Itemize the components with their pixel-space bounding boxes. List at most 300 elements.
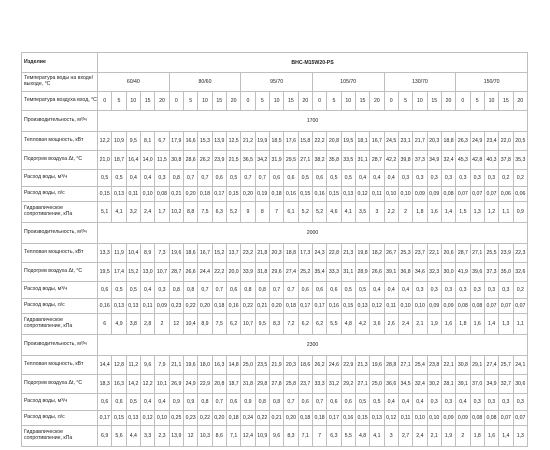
data-cell: 1,3 — [470, 202, 484, 223]
data-cell: 33,9 — [241, 263, 255, 282]
air-temp-cell: 15 — [140, 92, 154, 111]
data-cell: 15,2 — [212, 244, 226, 263]
data-cell: 0,16 — [226, 299, 240, 314]
data-cell: 0,12 — [140, 411, 154, 426]
data-cell: 1,2 — [484, 202, 498, 223]
data-cell: 5,5 — [327, 314, 341, 335]
data-cell: 25,3 — [398, 244, 412, 263]
data-cell: 2,1 — [427, 426, 441, 447]
productivity-value: 2300 — [98, 335, 528, 356]
air-temp-cell: 15 — [284, 92, 298, 111]
data-cell: 3,6 — [370, 314, 384, 335]
data-cell: 22,3 — [513, 244, 528, 263]
data-cell: 28,7 — [456, 244, 470, 263]
data-cell: 0,15 — [341, 299, 355, 314]
heat-power-row — [22, 356, 528, 375]
data-cell: 37,3 — [484, 263, 498, 282]
data-cell: 32,3 — [427, 263, 441, 282]
data-cell: 16,6 — [183, 132, 197, 151]
data-cell: 5,2 — [226, 202, 240, 223]
data-cell: 0,17 — [312, 299, 326, 314]
data-cell: 1,8 — [456, 314, 470, 335]
data-cell: 12,2 — [140, 375, 154, 394]
data-cell: 19,6 — [169, 244, 183, 263]
data-cell: 35,4 — [312, 263, 326, 282]
data-cell: 31,1 — [355, 151, 369, 170]
data-cell: 0,3 — [484, 170, 498, 187]
data-cell: 22,9 — [341, 356, 355, 375]
data-cell: 0,6 — [269, 170, 283, 187]
hydraulic-row — [22, 202, 528, 223]
data-cell: 0,5 — [370, 394, 384, 411]
data-cell: 0,20 — [183, 187, 197, 202]
data-cell: 0,5 — [226, 170, 240, 187]
data-cell: 1,5 — [456, 202, 470, 223]
data-cell: 0,20 — [269, 299, 283, 314]
data-cell: 27,4 — [284, 263, 298, 282]
data-cell: 1,1 — [499, 202, 513, 223]
data-cell: 7 — [312, 426, 326, 447]
data-cell: 10,4 — [126, 244, 140, 263]
performance-table — [21, 52, 528, 447]
hydraulic-label: Гидравлическое сопротивление, кПа — [22, 202, 98, 223]
data-cell: 16,7 — [198, 244, 212, 263]
data-cell: 0,7 — [198, 170, 212, 187]
data-cell: 4,1 — [341, 202, 355, 223]
data-cell: 19,8 — [355, 244, 369, 263]
data-cell: 0,08 — [484, 411, 498, 426]
data-cell: 21,3 — [341, 244, 355, 263]
data-cell: 35,8 — [327, 151, 341, 170]
data-cell: 27,8 — [269, 375, 283, 394]
data-cell: 23,1 — [398, 132, 412, 151]
data-cell: 1,9 — [427, 314, 441, 335]
air-temp-cell: 5 — [470, 92, 484, 111]
data-cell: 35,0 — [499, 263, 513, 282]
data-cell: 12,8 — [112, 356, 126, 375]
data-cell: 0,15 — [112, 411, 126, 426]
data-cell: 18,0 — [198, 356, 212, 375]
data-cell: 13,3 — [98, 244, 112, 263]
data-cell: 2,7 — [398, 426, 412, 447]
data-cell: 0,10 — [398, 299, 412, 314]
data-cell: 0,6 — [226, 394, 240, 411]
water-temp-cell: 60/40 — [98, 73, 170, 92]
data-cell: 7,5 — [212, 314, 226, 335]
data-cell: 19,6 — [370, 356, 384, 375]
data-cell: 0,4 — [355, 170, 369, 187]
data-cell: 0,4 — [398, 394, 412, 411]
air-heating-label: Подогрев воздуха Δt, °С — [22, 151, 98, 170]
data-cell: 0,4 — [384, 170, 398, 187]
data-cell: 5,6 — [112, 426, 126, 447]
productivity-row — [22, 223, 528, 244]
data-cell: 39,1 — [384, 263, 398, 282]
data-cell: 0,9 — [513, 202, 528, 223]
data-cell: 4,8 — [355, 426, 369, 447]
data-cell: 0,07 — [499, 299, 513, 314]
data-cell: 0,8 — [169, 282, 183, 299]
data-cell: 0,4 — [384, 282, 398, 299]
data-cell: 17,3 — [298, 244, 312, 263]
water-flow-m3-row — [22, 282, 528, 299]
data-cell: 1,1 — [513, 314, 528, 335]
data-cell: 0,3 — [470, 394, 484, 411]
data-cell: 0,8 — [198, 394, 212, 411]
data-cell: 20,6 — [441, 244, 455, 263]
data-cell: 0,5 — [355, 282, 369, 299]
data-cell: 24,6 — [327, 356, 341, 375]
data-cell: 0,10 — [398, 187, 412, 202]
data-cell: 12,2 — [98, 132, 112, 151]
data-cell: 0,8 — [255, 394, 269, 411]
data-cell: 10,1 — [155, 375, 169, 394]
productivity-label: Производительность, м³/ч — [22, 335, 98, 356]
data-cell: 0,4 — [140, 170, 154, 187]
data-cell: 22,2 — [312, 132, 326, 151]
data-cell: 0,5 — [126, 394, 140, 411]
data-cell: 0,3 — [456, 282, 470, 299]
air-temp-cell: 5 — [327, 92, 341, 111]
data-cell: 6,9 — [98, 426, 112, 447]
data-cell: 7,3 — [155, 244, 169, 263]
data-cell: 18,5 — [269, 132, 283, 151]
data-cell: 28,6 — [183, 151, 197, 170]
data-cell: 6,1 — [284, 202, 298, 223]
data-cell: 4,6 — [327, 202, 341, 223]
data-cell: 0,4 — [126, 170, 140, 187]
data-cell: 41,9 — [456, 263, 470, 282]
data-cell: 16,7 — [370, 132, 384, 151]
data-cell: 0,15 — [98, 187, 112, 202]
air-temp-cell: 0 — [456, 92, 470, 111]
data-cell: 0,11 — [398, 411, 412, 426]
data-cell: 19,9 — [255, 132, 269, 151]
data-cell: 37,3 — [413, 151, 427, 170]
model-name: ВНС-М15W20-PS — [98, 53, 528, 73]
data-cell: 0,5 — [298, 170, 312, 187]
data-cell: 23,9 — [499, 244, 513, 263]
data-cell: 27,1 — [470, 244, 484, 263]
data-cell: 0,4 — [456, 394, 470, 411]
data-cell: 0,18 — [198, 187, 212, 202]
data-cell: 0,5 — [112, 170, 126, 187]
data-cell: 42,2 — [384, 151, 398, 170]
data-cell: 22,0 — [499, 132, 513, 151]
data-cell: 0,11 — [140, 299, 154, 314]
air-temp-cell: 20 — [155, 92, 169, 111]
data-cell: 1,6 — [427, 202, 441, 223]
data-cell: 8,9 — [140, 244, 154, 263]
hydraulic-label: Гидравлическое сопротивление, кПа — [22, 426, 98, 447]
data-cell: 29,8 — [255, 375, 269, 394]
data-cell: 0,10 — [384, 187, 398, 202]
data-cell: 16,3 — [112, 375, 126, 394]
data-cell: 25,8 — [284, 375, 298, 394]
data-cell: 25,5 — [484, 244, 498, 263]
air-temp-cell: 5 — [183, 92, 197, 111]
data-cell: 29,6 — [269, 263, 283, 282]
data-cell: 0,6 — [112, 394, 126, 411]
air-temp-cell: 5 — [398, 92, 412, 111]
air-temp-cell: 10 — [484, 92, 498, 111]
data-cell: 0,4 — [155, 394, 169, 411]
heat-power-row — [22, 244, 528, 263]
data-cell: 0,3 — [484, 282, 498, 299]
data-cell: 0,13 — [126, 411, 140, 426]
data-cell: 10,9 — [255, 426, 269, 447]
data-cell: 37,8 — [499, 151, 513, 170]
data-cell: 0,18 — [212, 299, 226, 314]
data-cell: 0,5 — [341, 282, 355, 299]
data-cell: 13,9 — [169, 426, 183, 447]
air-temp-row — [22, 92, 528, 111]
data-cell: 1,6 — [441, 314, 455, 335]
data-cell: 0,6 — [327, 394, 341, 411]
data-cell: 29,5 — [284, 151, 298, 170]
data-cell: 19,6 — [183, 356, 197, 375]
data-cell: 4,4 — [126, 426, 140, 447]
water-temp-cell: 130/70 — [384, 73, 456, 92]
data-cell: 2 — [398, 202, 412, 223]
air-temp-cell: 10 — [269, 92, 283, 111]
data-cell: 0,7 — [284, 394, 298, 411]
data-cell: 7,1 — [298, 426, 312, 447]
data-cell: 7,5 — [198, 202, 212, 223]
data-cell: 0,10 — [413, 411, 427, 426]
header-label: Изделие — [22, 53, 98, 73]
data-cell: 32,7 — [499, 375, 513, 394]
data-cell: 12 — [169, 314, 183, 335]
data-cell: 21,9 — [269, 356, 283, 375]
data-cell: 0,10 — [155, 411, 169, 426]
data-cell: 3 — [370, 202, 384, 223]
data-cell: 16,3 — [212, 356, 226, 375]
data-cell: 7 — [269, 202, 283, 223]
water-flow-m3-row — [22, 170, 528, 187]
data-cell: 0,07 — [456, 187, 470, 202]
data-cell: 0,7 — [284, 282, 298, 299]
air-temp-cell: 0 — [241, 92, 255, 111]
productivity-row — [22, 111, 528, 132]
data-cell: 4,1 — [370, 426, 384, 447]
data-cell: 0,09 — [456, 411, 470, 426]
data-cell: 18,7 — [226, 375, 240, 394]
data-cell: 30,6 — [513, 375, 528, 394]
data-cell: 25,0 — [370, 375, 384, 394]
data-cell: 0,13 — [341, 187, 355, 202]
data-cell: 18,6 — [298, 356, 312, 375]
water-flow-ls-label: Расход воды, л/с — [22, 187, 98, 202]
data-cell: 37,0 — [470, 375, 484, 394]
data-cell: 0,6 — [212, 170, 226, 187]
data-cell: 0,12 — [355, 187, 369, 202]
water-flow-ls-row — [22, 187, 528, 202]
data-cell: 24,3 — [312, 244, 326, 263]
data-cell: 15,2 — [126, 263, 140, 282]
data-cell: 29,1 — [470, 356, 484, 375]
data-cell: 0,10 — [140, 187, 154, 202]
data-cell: 10,9 — [112, 132, 126, 151]
data-cell: 27,1 — [398, 356, 412, 375]
data-cell: 2,6 — [384, 314, 398, 335]
data-cell: 33,3 — [312, 375, 326, 394]
data-cell: 0,09 — [441, 299, 455, 314]
data-cell: 0,7 — [312, 394, 326, 411]
data-cell: 0,6 — [312, 170, 326, 187]
data-cell: 0,17 — [327, 411, 341, 426]
air-temp-cell: 0 — [169, 92, 183, 111]
air-temp-cell: 15 — [499, 92, 513, 111]
data-cell: 0,07 — [513, 299, 528, 314]
data-cell: 0,3 — [441, 170, 455, 187]
data-cell: 0,6 — [98, 282, 112, 299]
data-cell: 31,1 — [341, 263, 355, 282]
data-cell: 34,2 — [255, 151, 269, 170]
data-cell: 0,6 — [312, 282, 326, 299]
water-temp-cell: 80/60 — [169, 73, 241, 92]
data-cell: 0,20 — [212, 411, 226, 426]
data-cell: 15,8 — [298, 132, 312, 151]
data-cell: 0,11 — [126, 187, 140, 202]
data-cell: 2 — [456, 426, 470, 447]
data-cell: 0,22 — [255, 411, 269, 426]
data-cell: 39,6 — [470, 263, 484, 282]
data-cell: 19,5 — [98, 263, 112, 282]
data-cell: 34,6 — [413, 263, 427, 282]
data-cell: 6,2 — [298, 314, 312, 335]
data-cell: 0,5 — [341, 170, 355, 187]
data-cell: 31,2 — [327, 375, 341, 394]
data-cell: 26,9 — [169, 375, 183, 394]
productivity-label: Производительность, м³/ч — [22, 223, 98, 244]
data-cell: 23,8 — [427, 356, 441, 375]
data-cell: 0,2 — [513, 170, 528, 187]
data-cell: 0,3 — [427, 282, 441, 299]
data-cell: 39,1 — [456, 375, 470, 394]
data-cell: 2,2 — [384, 202, 398, 223]
data-cell: 0,21 — [169, 187, 183, 202]
data-cell: 13,0 — [140, 263, 154, 282]
data-cell: 0,9 — [169, 394, 183, 411]
water-flow-m3-label: Расход воды, м³/ч — [22, 394, 98, 411]
data-cell: 0,6 — [298, 282, 312, 299]
data-cell: 0,16 — [312, 187, 326, 202]
hydraulic-row — [22, 314, 528, 335]
air-temp-cell: 0 — [98, 92, 112, 111]
productivity-value: 1700 — [98, 111, 528, 132]
air-heating-label: Подогрев воздуха Δt, °С — [22, 263, 98, 282]
air-temp-cell: 5 — [255, 92, 269, 111]
data-cell: 10,7 — [241, 314, 255, 335]
data-cell: 0,06 — [499, 187, 513, 202]
data-cell: 0,07 — [513, 411, 528, 426]
data-cell: 6,2 — [226, 314, 240, 335]
data-cell: 22,2 — [212, 263, 226, 282]
data-cell: 39,8 — [398, 151, 412, 170]
air-temp-cell: 0 — [384, 92, 398, 111]
data-cell: 0,3 — [441, 394, 455, 411]
data-cell: 0,13 — [370, 411, 384, 426]
data-cell: 11,2 — [126, 356, 140, 375]
data-cell: 0,09 — [413, 187, 427, 202]
data-cell: 18,6 — [183, 244, 197, 263]
data-cell: 0,3 — [413, 282, 427, 299]
water-temp-cell: 150/70 — [456, 73, 528, 92]
data-cell: 0,17 — [212, 187, 226, 202]
air-temp-cell: 10 — [126, 92, 140, 111]
data-cell: 0,21 — [269, 411, 283, 426]
data-cell: 0,4 — [370, 282, 384, 299]
data-cell: 25,2 — [298, 263, 312, 282]
data-cell: 0,18 — [298, 411, 312, 426]
data-cell: 34,9 — [427, 151, 441, 170]
heat-power-label: Тепловая мощность, кВт — [22, 132, 98, 151]
data-cell: 26,2 — [198, 151, 212, 170]
data-cell: 3,8 — [126, 314, 140, 335]
data-cell: 0,10 — [413, 299, 427, 314]
data-cell: 0,12 — [384, 411, 398, 426]
data-cell: 0,16 — [327, 299, 341, 314]
water-flow-ls-label: Расход воды, л/с — [22, 411, 98, 426]
data-cell: 0,15 — [298, 187, 312, 202]
data-cell: 2,3 — [155, 426, 169, 447]
data-cell: 11,5 — [155, 151, 169, 170]
data-cell: 12,4 — [241, 426, 255, 447]
data-cell: 0,4 — [413, 394, 427, 411]
data-cell: 0,23 — [169, 299, 183, 314]
data-cell: 24,9 — [470, 132, 484, 151]
data-cell: 0,07 — [499, 411, 513, 426]
water-flow-m3-row — [22, 394, 528, 411]
data-cell: 0,18 — [226, 411, 240, 426]
data-cell: 0,6 — [327, 282, 341, 299]
data-cell: 0,16 — [284, 187, 298, 202]
data-cell: 5,5 — [341, 426, 355, 447]
data-cell: 0,13 — [112, 299, 126, 314]
data-cell: 2,4 — [398, 314, 412, 335]
data-cell: 25,7 — [499, 356, 513, 375]
data-cell: 2,4 — [413, 426, 427, 447]
data-cell: 1,7 — [155, 202, 169, 223]
data-cell: 0,16 — [341, 411, 355, 426]
header-row — [22, 53, 528, 73]
data-cell: 17,6 — [284, 132, 298, 151]
data-cell: 0,3 — [441, 282, 455, 299]
air-heating-row — [22, 375, 528, 394]
data-cell: 0,20 — [198, 299, 212, 314]
data-cell: 28,7 — [169, 263, 183, 282]
data-cell: 0,24 — [241, 411, 255, 426]
data-cell: 2 — [155, 314, 169, 335]
air-temp-cell: 0 — [312, 92, 326, 111]
data-cell: 0,08 — [470, 411, 484, 426]
data-cell: 0,3 — [427, 170, 441, 187]
data-cell: 32,6 — [513, 263, 528, 282]
data-cell: 1,6 — [470, 314, 484, 335]
data-cell: 4,8 — [341, 314, 355, 335]
data-cell: 0,3 — [499, 394, 513, 411]
data-cell: 4,9 — [112, 314, 126, 335]
data-cell: 28,7 — [370, 151, 384, 170]
data-cell: 0,5 — [126, 282, 140, 299]
data-cell: 6,2 — [312, 314, 326, 335]
data-cell: 35,3 — [513, 151, 528, 170]
data-cell: 21,1 — [169, 356, 183, 375]
data-cell: 8 — [255, 202, 269, 223]
data-cell: 0,4 — [398, 282, 412, 299]
data-cell: 0,3 — [155, 282, 169, 299]
